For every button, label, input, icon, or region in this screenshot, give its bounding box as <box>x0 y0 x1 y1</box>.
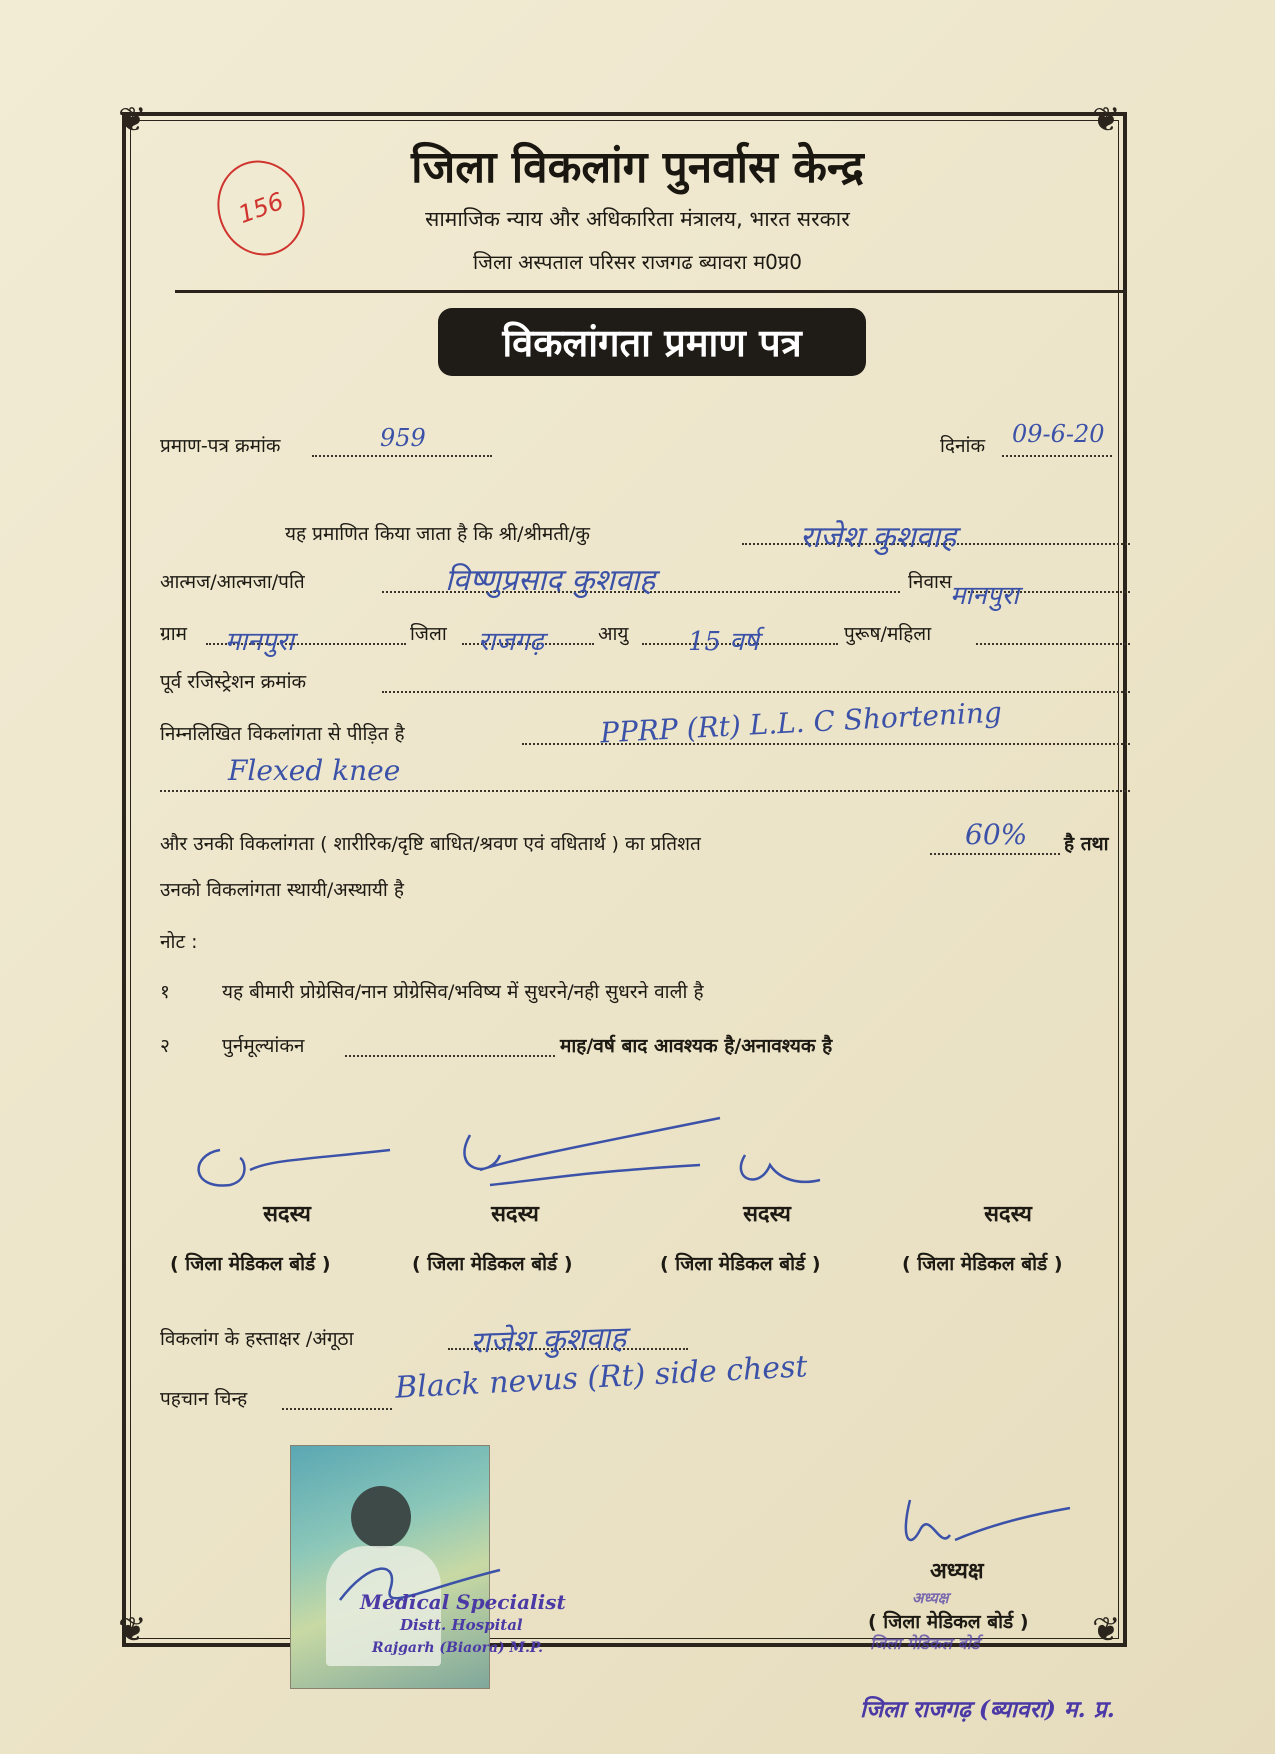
note-1-text: यह बीमारी प्रोग्रेसिव/नान प्रोग्रेसिव/भविष्य में सुधरने/नही सुधरने वाली है <box>222 981 704 1003</box>
corner-ornament-icon: ❦ <box>1092 100 1121 140</box>
date-label: दिनांक <box>940 435 986 457</box>
note-1-number: १ <box>160 981 170 1003</box>
dotted-line <box>976 643 1130 645</box>
disability-label: निम्नलिखित विकलांगता से पीड़ित है <box>160 723 405 745</box>
note-2-number: २ <box>160 1035 170 1057</box>
parent-value: विष्णुप्रसाद कुशवाह <box>445 563 656 598</box>
certificate-number-label: प्रमाण-पत्र क्रमांक <box>160 435 281 457</box>
id-mark-value: Black nevus (Rt) side chest <box>394 1349 809 1406</box>
chairman-signature-stroke <box>906 1500 1070 1540</box>
member-3-signature <box>741 1155 820 1182</box>
note-2-text: माह/वर्ष बाद आवश्यक है/अनावश्यक है <box>560 1035 833 1057</box>
residence-label: निवास <box>908 571 952 593</box>
village-label: ग्राम <box>160 623 187 645</box>
percent-suffix: है तथा <box>1064 833 1109 855</box>
photo-person-head <box>351 1486 411 1548</box>
corner-ornament-icon: ❦ <box>118 100 147 140</box>
percent-value: 60% <box>965 818 1028 851</box>
photo-stamp-line-3: Rajgarh (Biaora) M.P. <box>372 1640 543 1656</box>
village-value: मानपुरा <box>225 627 294 657</box>
member-2-signature <box>464 1118 720 1185</box>
member-1-board: ( जिला मेडिकल बोर्ड ) <box>170 1253 331 1275</box>
note-label: नोट : <box>160 931 198 953</box>
dotted-line <box>382 691 1130 693</box>
member-3-board: ( जिला मेडिकल बोर्ड ) <box>660 1253 821 1275</box>
residence-value: मानपुरा <box>950 581 1019 611</box>
age-value: 15 वर्ष <box>688 627 759 657</box>
photo-stamp-line-1: Medical Specialist <box>360 1590 566 1614</box>
chair-stamp-line-3: जिला राजगढ़ (ब्यावरा) म. प्र. <box>860 1696 1115 1723</box>
parent-label: आत्मज/आत्मजा/पति <box>160 571 305 593</box>
dotted-line <box>160 790 1130 792</box>
permanence-text: उनको विकलांगता स्थायी/अस्थायी है <box>160 879 404 901</box>
document-title-banner: विकलांगता प्रमाण पत्र <box>438 308 866 376</box>
dotted-line <box>312 455 492 457</box>
id-mark-label: पहचान चिन्ह <box>160 1388 248 1410</box>
member-3-title: सदस्य <box>743 1202 791 1227</box>
applicant-signature: राजेश कुशवाह <box>469 1320 627 1361</box>
disability-value-1: PPRP (Rt) L.L. C Shortening <box>599 695 1003 750</box>
member-4-title: सदस्य <box>984 1202 1032 1227</box>
member-signatures <box>180 1110 880 1200</box>
district-label: जिला <box>410 623 447 645</box>
gender-label: पुरूष/महिला <box>844 623 932 645</box>
percent-text: और उनकी विकलांगता ( शारीरिक/दृष्टि बाधित/श्रवण एवं वधितार्थ ) का प्रतिशत <box>160 833 701 855</box>
dotted-line <box>930 853 1060 855</box>
prev-registration-label: पूर्व रजिस्ट्रेशन क्रमांक <box>160 671 307 693</box>
chairman-title: अध्यक्ष <box>930 1559 984 1584</box>
corner-ornament-icon: ❦ <box>1092 1610 1121 1650</box>
page-title: जिला विकलांग पुनर्वास केन्द्र <box>411 142 864 193</box>
corner-ornament-icon: ❦ <box>118 1610 147 1650</box>
date-value: 09-6-20 <box>1012 420 1105 448</box>
member-2-title: सदस्य <box>491 1202 539 1227</box>
member-4-board: ( जिला मेडिकल बोर्ड ) <box>902 1253 1063 1275</box>
chairman-board: ( जिला मेडिकल बोर्ड ) <box>868 1611 1029 1633</box>
header-divider <box>175 290 1125 293</box>
ministry-line: सामाजिक न्याय और अधिकारिता मंत्रालय, भारत सरकार <box>425 207 850 231</box>
district-value: राजगढ़ <box>478 627 544 657</box>
certify-text: यह प्रमाणित किया जाता है कि श्री/श्रीमती/कु <box>285 523 591 545</box>
disability-value-2: Flexed knee <box>228 754 401 787</box>
sign-label: विकलांग के हस्ताक्षर /अंगूठा <box>160 1328 354 1350</box>
photo-stamp-line-2: Distt. Hospital <box>400 1616 523 1634</box>
member-1-title: सदस्य <box>263 1202 311 1227</box>
chair-stamp-line-2: जिला मेडिकल बोर्ड <box>870 1634 980 1653</box>
name-value: राजेश कुशवाह <box>800 520 957 555</box>
serial-stamp: 156 <box>204 148 318 268</box>
certificate-number-value: 959 <box>380 424 426 452</box>
chair-stamp-line-1: अध्यक्ष <box>912 1589 949 1607</box>
dotted-line <box>282 1408 392 1410</box>
age-label: आयु <box>598 623 629 645</box>
note-2-label: पुर्नमूल्यांकन <box>222 1035 305 1057</box>
address-line: जिला अस्पताल परिसर राजगढ ब्यावरा म0प्र0 <box>473 250 802 274</box>
member-2-board: ( जिला मेडिकल बोर्ड ) <box>412 1253 573 1275</box>
dotted-line <box>1002 455 1112 457</box>
member-1-signature <box>199 1150 390 1185</box>
dotted-line <box>345 1055 555 1057</box>
